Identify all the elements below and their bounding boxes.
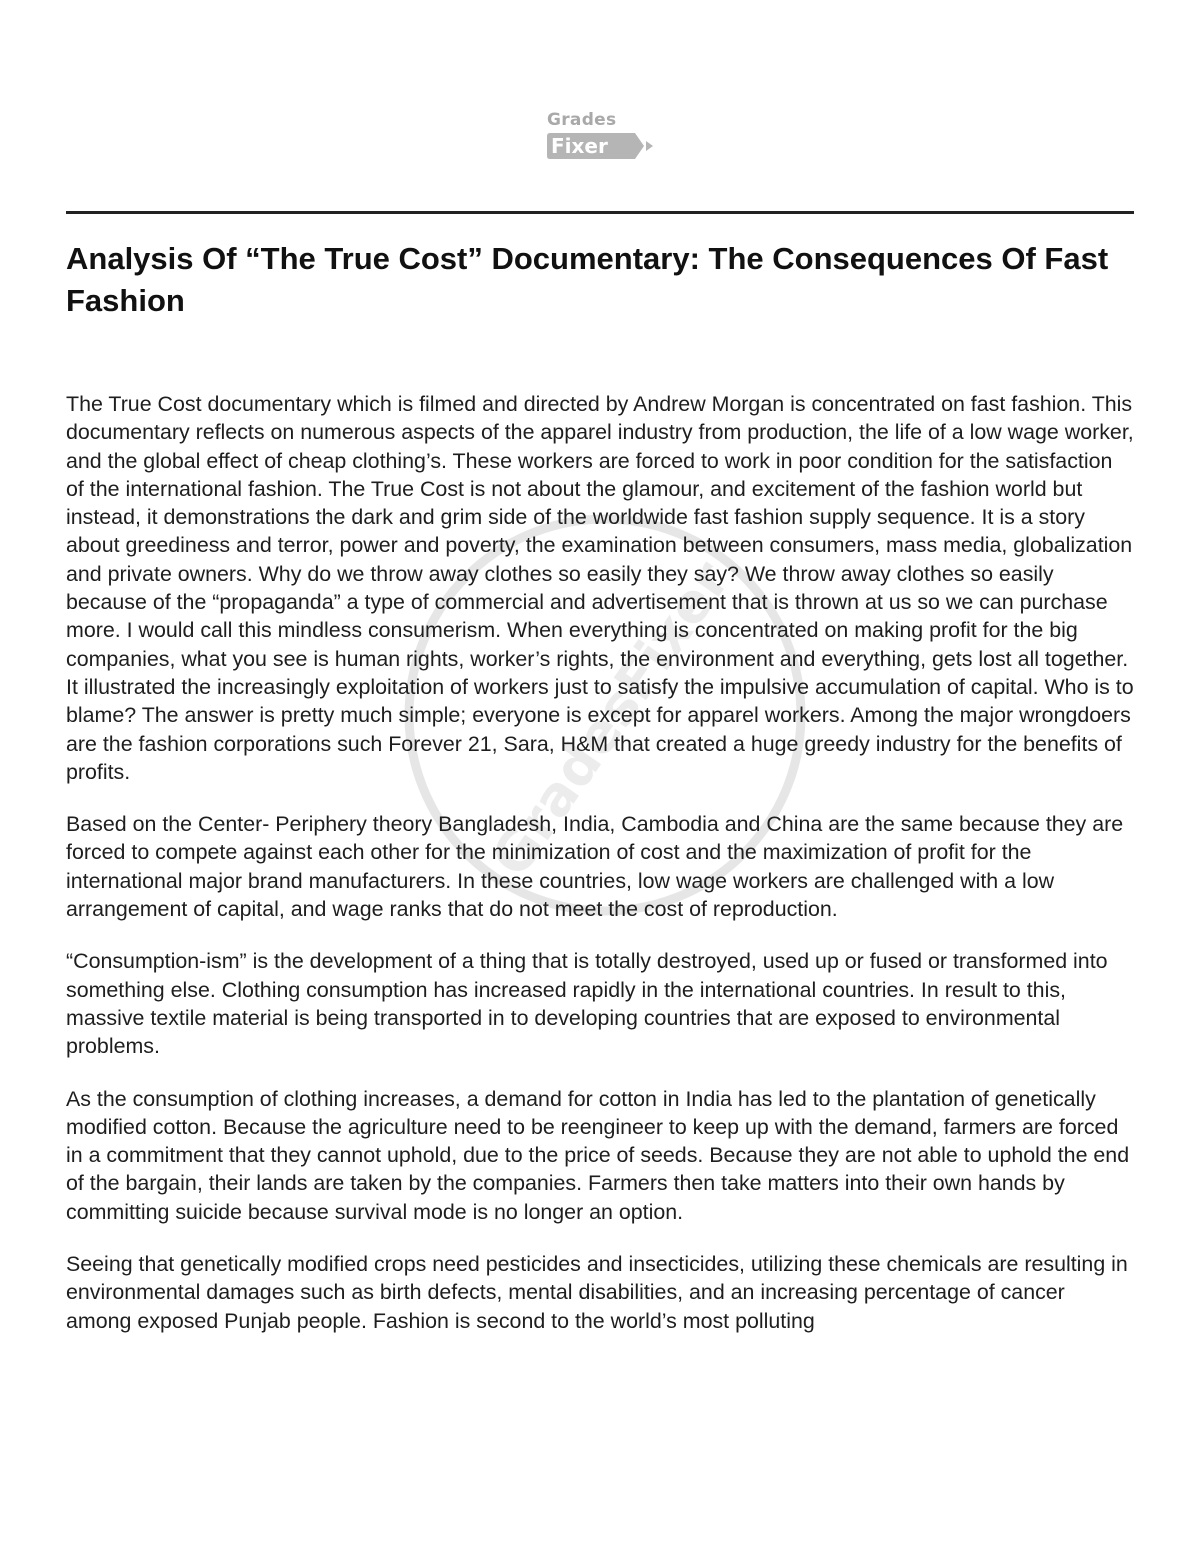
logo-badge <box>547 133 643 159</box>
watermark-text: GradesFixer <box>478 549 742 888</box>
logo-text-top: Grades <box>547 110 617 130</box>
gradesfixer-logo <box>547 110 657 162</box>
paragraph: “Consumption-ism” is the development of a thing that is totally destroyed, used up or fused or transformed into something else. Clothing consumption has increased rapidly in the international countries. In result to this, massive textile material is being transported in to developing countries that are exposed to environmental problems. <box>66 949 1108 1059</box>
paragraph: Based on the Center- Periphery theory Bangladesh, India, Cambodia and China are the same because they are forced to compete against each other for the minimization of cost and the maximization of profit for the international major brand manufacturers. In these countries, low wage workers are challenged with a low arrangement of capital, and wage ranks that do not meet the cost of reproduction. <box>66 812 1124 922</box>
paragraph: Seeing that genetically modified crops need pesticides and insecticides, utilizing these chemicals are resulting in environmental damages such as birth defects, mental disabilities, and an increasing percentage of cancer among exposed Punjab people. Fashion is second to the world’s most polluting <box>66 1252 1128 1333</box>
header-divider <box>66 211 1134 214</box>
logo-text-bottom: Fixer <box>551 134 608 158</box>
paragraph: As the consumption of clothing increases, a demand for cotton in India has led to the plantation of genetically modified cotton. Because the agriculture need to be reengineer to keep up with the demand, farmers are forced in a commitment that they cannot uphold, due to the price of seeds. Because they are not able to uphold the end of the bargain, their lands are taken by the companies. Farmers then take matters into their own hands by committing suicide because survival mode is no longer an option. <box>66 1086 1130 1224</box>
document-body <box>66 390 1134 1359</box>
paragraph: The True Cost documentary which is filmed and directed by Andrew Morgan is concentrated on fast fashion. This documentary reflects on numerous aspects of the apparel industry from production, the life of a low wage worker, and the global effect of cheap clothing’s. These workers are forced to work in poor condition for the satisfaction of the international fashion. The True Cost is not about the glamour, and excitement of the fashion world but instead, it demonstrations the dark and grim side of the worldwide fast fashion supply sequence. It is a story about greediness and terror, power and poverty, the examination between consumers, mass media, globalization and private owners. Why do we throw away clothes so easily they say? We throw away clothes so easily because of the “propaganda” a type of commercial and advertisement that is thrown at us so we can purchase more. I would call this mindless consumerism. When everything is concentrated on making profit for the big companies, what you see is human rights, worker’s rights, the environment and everything, gets lost all together. It illustrated the increasingly exploitation of workers just to satisfy the impulsive accumulation of capital. Who is to blame? The answer is pretty much simple; everyone is except for apparel workers. Among the major wrongdoers are the fashion corporations such Forever 21, Sara, H&M that created a huge greedy industry for the benefits of profits. <box>66 392 1134 784</box>
document-title: Analysis Of “The True Cost” Documentary: The Consequences Of Fast Fashion <box>66 241 1109 318</box>
